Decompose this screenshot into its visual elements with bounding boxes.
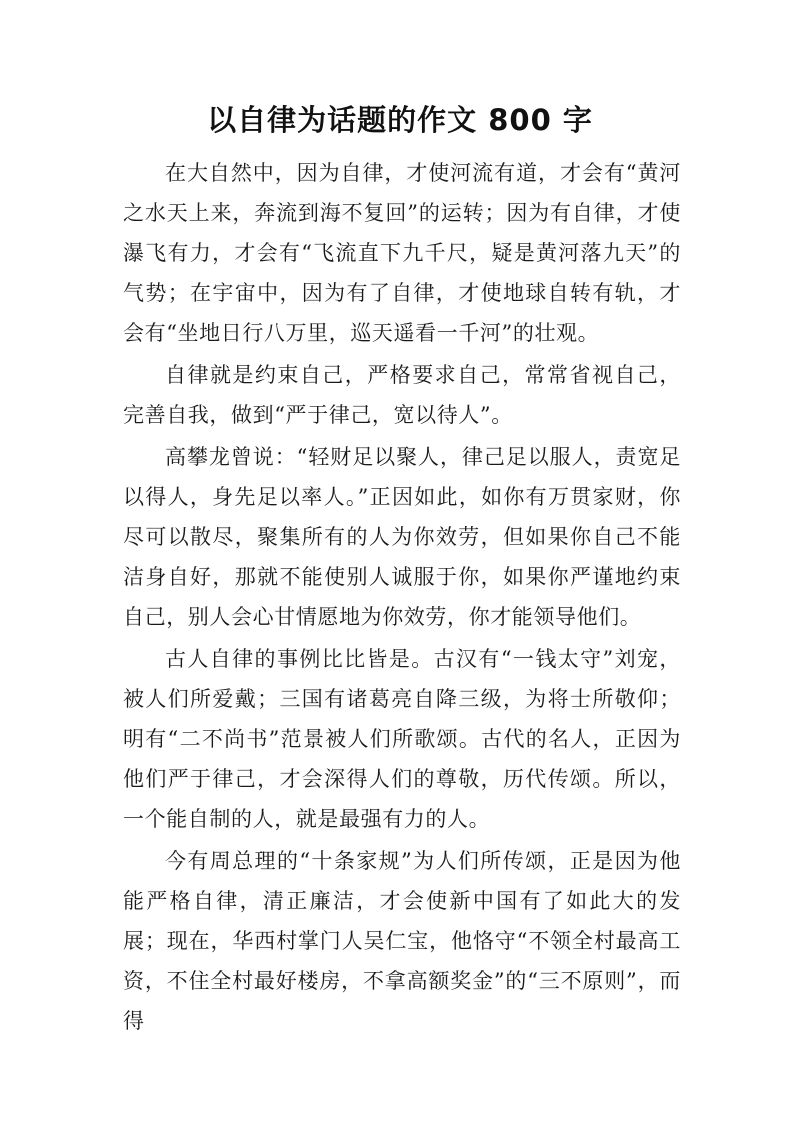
paragraph-4: 古人自律的事例比比皆是。古汉有“一钱太守”刘宠，被人们所爱戴；三国有诸葛亮自降三级，为将士所敬仰；明有“二不尚书”范景被人们所歌颂。古代的名人，正因为他们严于律己，才会深得人们的尊敬，历代传颂。所以，一个能自制的人，就是最强有力的人。: [123, 647, 681, 831]
document-body: [123, 153, 681, 1041]
paragraph-3: 高攀龙曾说：“轻财足以聚人，律己足以服人，责宽足以得人，身先足以率人。”正因如此，如你有万贯家财，你尽可以散尽，聚集所有的人为你效劳，但如果你自己不能洁身自好，那就不能使别人诚服于你，如果你严谨地约束自己，别人会心甘情愿地为你效劳，你才能领导他们。: [123, 445, 681, 629]
paragraph-1: 在大自然中，因为自律，才使河流有道，才会有“黄河之水天上来，奔流到海不复回”的运转；因为有自律，才使瀑飞有力，才会有“飞流直下九千尺，疑是黄河落九天”的气势；在宇宙中，因为有了自律，才使地球自转有轨，才会有“坐地日行八万里，巡天遥看一千河”的壮观。: [123, 161, 681, 345]
paragraph-5: 今有周总理的“十条家规”为人们所传颂，正是因为他能严格自律，清正廉洁，才会使新中国有了如此大的发展；现在，华西村掌门人吴仁宝，他恪守“不领全村最高工资，不住全村最好楼房，不拿高额奖金”的“三不原则”，而得: [123, 849, 681, 1033]
paragraph-2: 自律就是约束自己，严格要求自己，常常省视自己，完善自我，做到“严于律己，宽以待人”。: [123, 363, 681, 427]
document-title: 以自律为话题的作文 800 字: [207, 103, 593, 137]
